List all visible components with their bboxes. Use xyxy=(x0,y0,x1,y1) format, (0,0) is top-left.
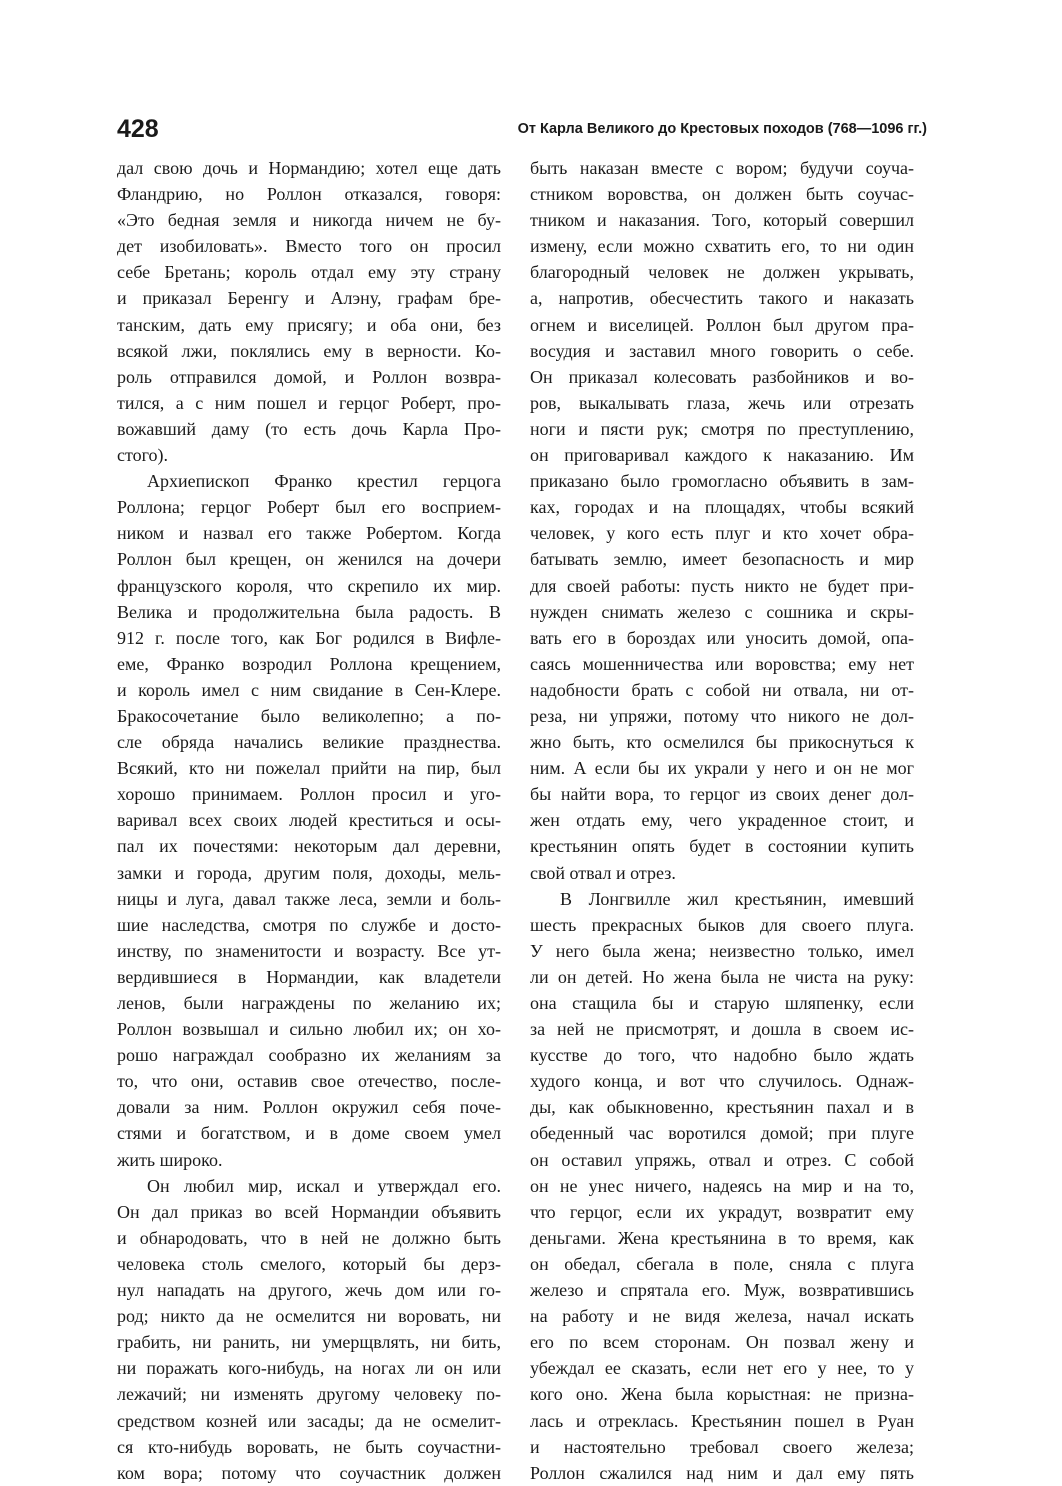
text-line: стником воровства, он должен быть соучас- xyxy=(530,184,914,205)
text-line: еме, Франко возродил Роллона крещением, xyxy=(117,653,501,674)
text-line: Велика и продолжительна была радость. В xyxy=(117,601,501,622)
text-line: инству, по знаменитости и возрасту. Все ут- xyxy=(117,940,501,961)
text-line: он не унес ничего, надеясь на мир и на то, xyxy=(530,1175,914,1196)
text-line: стого). xyxy=(117,445,169,466)
text-line: пал их почестями: некоторым дал деревни, xyxy=(117,836,501,857)
text-line: приказано было громогласно объявить в зам- xyxy=(530,471,914,492)
text-line: У него была жена; неизвестно только, имел xyxy=(530,940,914,961)
page-header xyxy=(117,112,927,152)
text-line: тником и наказания. Того, который совершил xyxy=(530,210,914,231)
text-line: себе Бретань; король отдал ему эту страну xyxy=(117,262,501,283)
text-line: жно быть, кто осмелился бы прикоснуться к xyxy=(530,732,914,753)
text-line: кого оно. Жена была корыстная: не призна- xyxy=(530,1384,914,1405)
text-line: батывать землю, имеет безопасность и мир xyxy=(530,549,914,570)
text-line: он оставил упряжь, отвал и отрез. С собой xyxy=(530,1149,914,1170)
text-line: шие наследства, смотря по службе и досто- xyxy=(117,914,501,935)
text-line: и настоятельно требовал своего железа; xyxy=(530,1436,914,1457)
text-line: роль отправился домой, и Роллон возвра- xyxy=(117,366,501,387)
text-line: тился, а с ним пошел и герцог Роберт, про- xyxy=(117,392,501,413)
text-line: измену, если можно схватить его, то ни один xyxy=(530,236,914,257)
text-line: 912 г. после того, как Бог родился в Вифле- xyxy=(117,627,501,648)
text-line: вожавший даму (то есть дочь Карла Про- xyxy=(117,418,501,439)
text-line: Роллон сжалился над ним и дал ему пять xyxy=(530,1462,914,1483)
text-line: Он приказал колесовать разбойников и во- xyxy=(530,366,914,387)
text-line: человека столь смелого, который бы дерз- xyxy=(117,1253,501,1274)
text-line: ров, выкалывать глаза, жечь или отрезать xyxy=(530,392,914,413)
text-line: крестьянин опять будет в состоянии купить xyxy=(530,836,914,857)
text-line: нужден снимать железо с сошника и скры- xyxy=(530,601,914,622)
text-line: лась и отреклась. Крестьянин пошел в Руан xyxy=(530,1410,914,1431)
text-line: свой отвал и отрез. xyxy=(530,862,676,883)
text-line: обеденный час воротился домой; при плуге xyxy=(530,1123,914,1144)
text-line: шесть прекрасных быков для своего плуга. xyxy=(530,914,914,935)
text-line: Бракосочетание было великолепно; а по- xyxy=(117,705,501,726)
text-line: французского короля, что скрепило их мир. xyxy=(117,575,501,596)
left-text-column xyxy=(117,155,501,1486)
text-line: и король имел с ним свидание в Сен-Клере. xyxy=(117,679,501,700)
text-line: дал свою дочь и Нормандию; хотел еще дать xyxy=(117,158,501,178)
text-line: и приказал Беренгу и Алэну, графам бре- xyxy=(117,288,501,309)
text-line: благородный человек не должен укрывать, xyxy=(530,262,914,283)
text-line: варивал всех своих людей креститься и осы- xyxy=(117,810,501,831)
text-line: довали за ним. Роллон окружил себя поче- xyxy=(117,1097,501,1118)
text-line: его по всем сторонам. Он позвал жену и xyxy=(530,1332,914,1353)
text-line: Роллон возвышал и сильно любил их; он хо- xyxy=(117,1019,501,1040)
text-line: деньгами. Жена крестьянина в то время, как xyxy=(530,1227,914,1248)
text-line: бы найти вора, то герцог из своих денег дол- xyxy=(530,784,914,805)
text-line: жен отдать ему, чего украденное стоит, и xyxy=(530,810,914,831)
text-line: ком вора; потому что соучастник должен xyxy=(117,1462,501,1483)
text-line: хорошо принимаем. Роллон просил и уго- xyxy=(117,784,501,805)
text-line: она стащила бы и старую шляпенку, если xyxy=(530,993,914,1013)
text-line: ноги и пясти рук; смотря по преступлению, xyxy=(530,418,914,439)
text-line: вердившиеся в Нормандии, как владетели xyxy=(117,966,501,987)
text-line: он приговаривал каждого к наказанию. Им xyxy=(530,445,914,466)
text-line: Роллона; герцог Роберт был его восприем- xyxy=(117,497,501,518)
text-line: танским, дать ему присягу; и оба они, без xyxy=(117,314,501,335)
text-line: для своей работы: пусть никто не будет при- xyxy=(530,575,914,596)
text-line: Он дал приказ во всей Нормандии объявить xyxy=(117,1201,501,1222)
text-line: грабить, ни ранить, ни умерщвлять, ни бить, xyxy=(117,1332,501,1353)
text-line: ды, как обыкновенно, крестьянин пахал и в xyxy=(530,1097,914,1118)
text-line: Он любил мир, искал и утверждал его. xyxy=(147,1175,501,1196)
text-line: жить широко. xyxy=(117,1149,223,1170)
text-line: реза, ни упряжи, потому что никого не дол- xyxy=(530,705,914,726)
text-line: Роллон был крещен, он женился на дочери xyxy=(117,549,501,570)
text-line: средством козней или засады; да не осмелит- xyxy=(117,1410,501,1431)
text-line: он обедал, сбегала в поле, сняла с плуга xyxy=(530,1253,914,1274)
text-line: ках, городах и на площадях, чтобы всякий xyxy=(530,497,914,518)
text-line: на работу и не видя железа, начал искать xyxy=(530,1306,914,1327)
text-line: стями и богатством, и в доме своем умел xyxy=(117,1123,501,1144)
text-line: убеждал ее сказать, если нет его у нее, то у xyxy=(530,1358,914,1379)
text-line: кусстве до того, что надобно было ждать xyxy=(530,1045,914,1066)
right-text-column xyxy=(530,155,914,1486)
text-line: худого конца, и вот что случилось. Однаж- xyxy=(530,1071,914,1092)
text-line: всякой лжи, поклялись ему в верности. Ко- xyxy=(117,340,501,361)
text-line: восудия и заставил много говорить о себе. xyxy=(530,340,914,361)
text-line: замки и города, другим поля, доходы, мель- xyxy=(117,862,501,883)
running-title: От Карла Великого до Крестовых походов (768—1096 гг.) xyxy=(517,121,927,137)
text-line: дет изобиловать». Вместо того он просил xyxy=(117,236,501,257)
text-line: саясь мошенничества или воровства; ему нет xyxy=(530,653,914,674)
text-line: ленов, были награждены по желанию их; xyxy=(117,993,501,1013)
text-line: лежачий; ни изменять другому человеку по- xyxy=(117,1384,501,1405)
text-line: Всякий, кто ни пожелал прийти на пир, был xyxy=(117,758,501,779)
text-line: ся кто-нибудь воровать, не быть соучастни- xyxy=(117,1436,501,1457)
text-line: ницы и луга, давал также леса, земли и боль- xyxy=(117,888,501,909)
text-line: железо и спрятала его. Муж, возвратившись xyxy=(530,1280,914,1301)
text-line: человек, у кого есть плуг и кто хочет обра- xyxy=(530,523,914,544)
text-line: за ней не присмотрят, и дошла в своем ис- xyxy=(530,1019,914,1040)
text-line: род; никто да не осмелится ни воровать, ни xyxy=(117,1306,501,1327)
text-line: то, что они, оставив свое отечество, после- xyxy=(117,1071,501,1092)
text-line: сле обряда начались великие празднества. xyxy=(117,732,501,753)
text-line: ником и назвал его также Робертом. Когда xyxy=(117,523,501,544)
text-line: «Это бедная земля и никогда ничем не бу- xyxy=(117,210,501,231)
text-line: и обнародовать, что в ней не должно быть xyxy=(117,1227,501,1248)
text-line: быть наказан вместе с вором; будучи соуча- xyxy=(530,158,914,178)
text-line: надобности брать с собой ни отвала, ни от- xyxy=(530,679,914,700)
page-number: 428 xyxy=(117,115,159,143)
text-line: ним. А если бы их украли у него и он не мог xyxy=(530,758,914,779)
text-line: что герцог, если их украдут, возвратит ему xyxy=(530,1201,914,1222)
text-line: Архиепископ Франко крестил герцога xyxy=(147,471,501,492)
text-line: Фландрию, но Роллон отказался, говоря: xyxy=(117,184,501,205)
text-line: а, напротив, обесчестить такого и наказать xyxy=(530,288,914,309)
text-line: рошо награждал сообразно их желаниям за xyxy=(117,1045,501,1066)
text-line: нул нападать на другого, жечь дом или го- xyxy=(117,1280,501,1301)
text-line: В Лонгвилле жил крестьянин, имевший xyxy=(560,888,914,909)
text-line: ни поражать кого-нибудь, на ногах ли он или xyxy=(117,1358,501,1379)
text-line: огнем и виселицей. Роллон был другом пра- xyxy=(530,314,914,335)
text-line: ли он детей. Но жена была не чиста на руку: xyxy=(530,966,914,987)
text-line: вать его в бороздах или уносить домой, опа- xyxy=(530,627,914,648)
